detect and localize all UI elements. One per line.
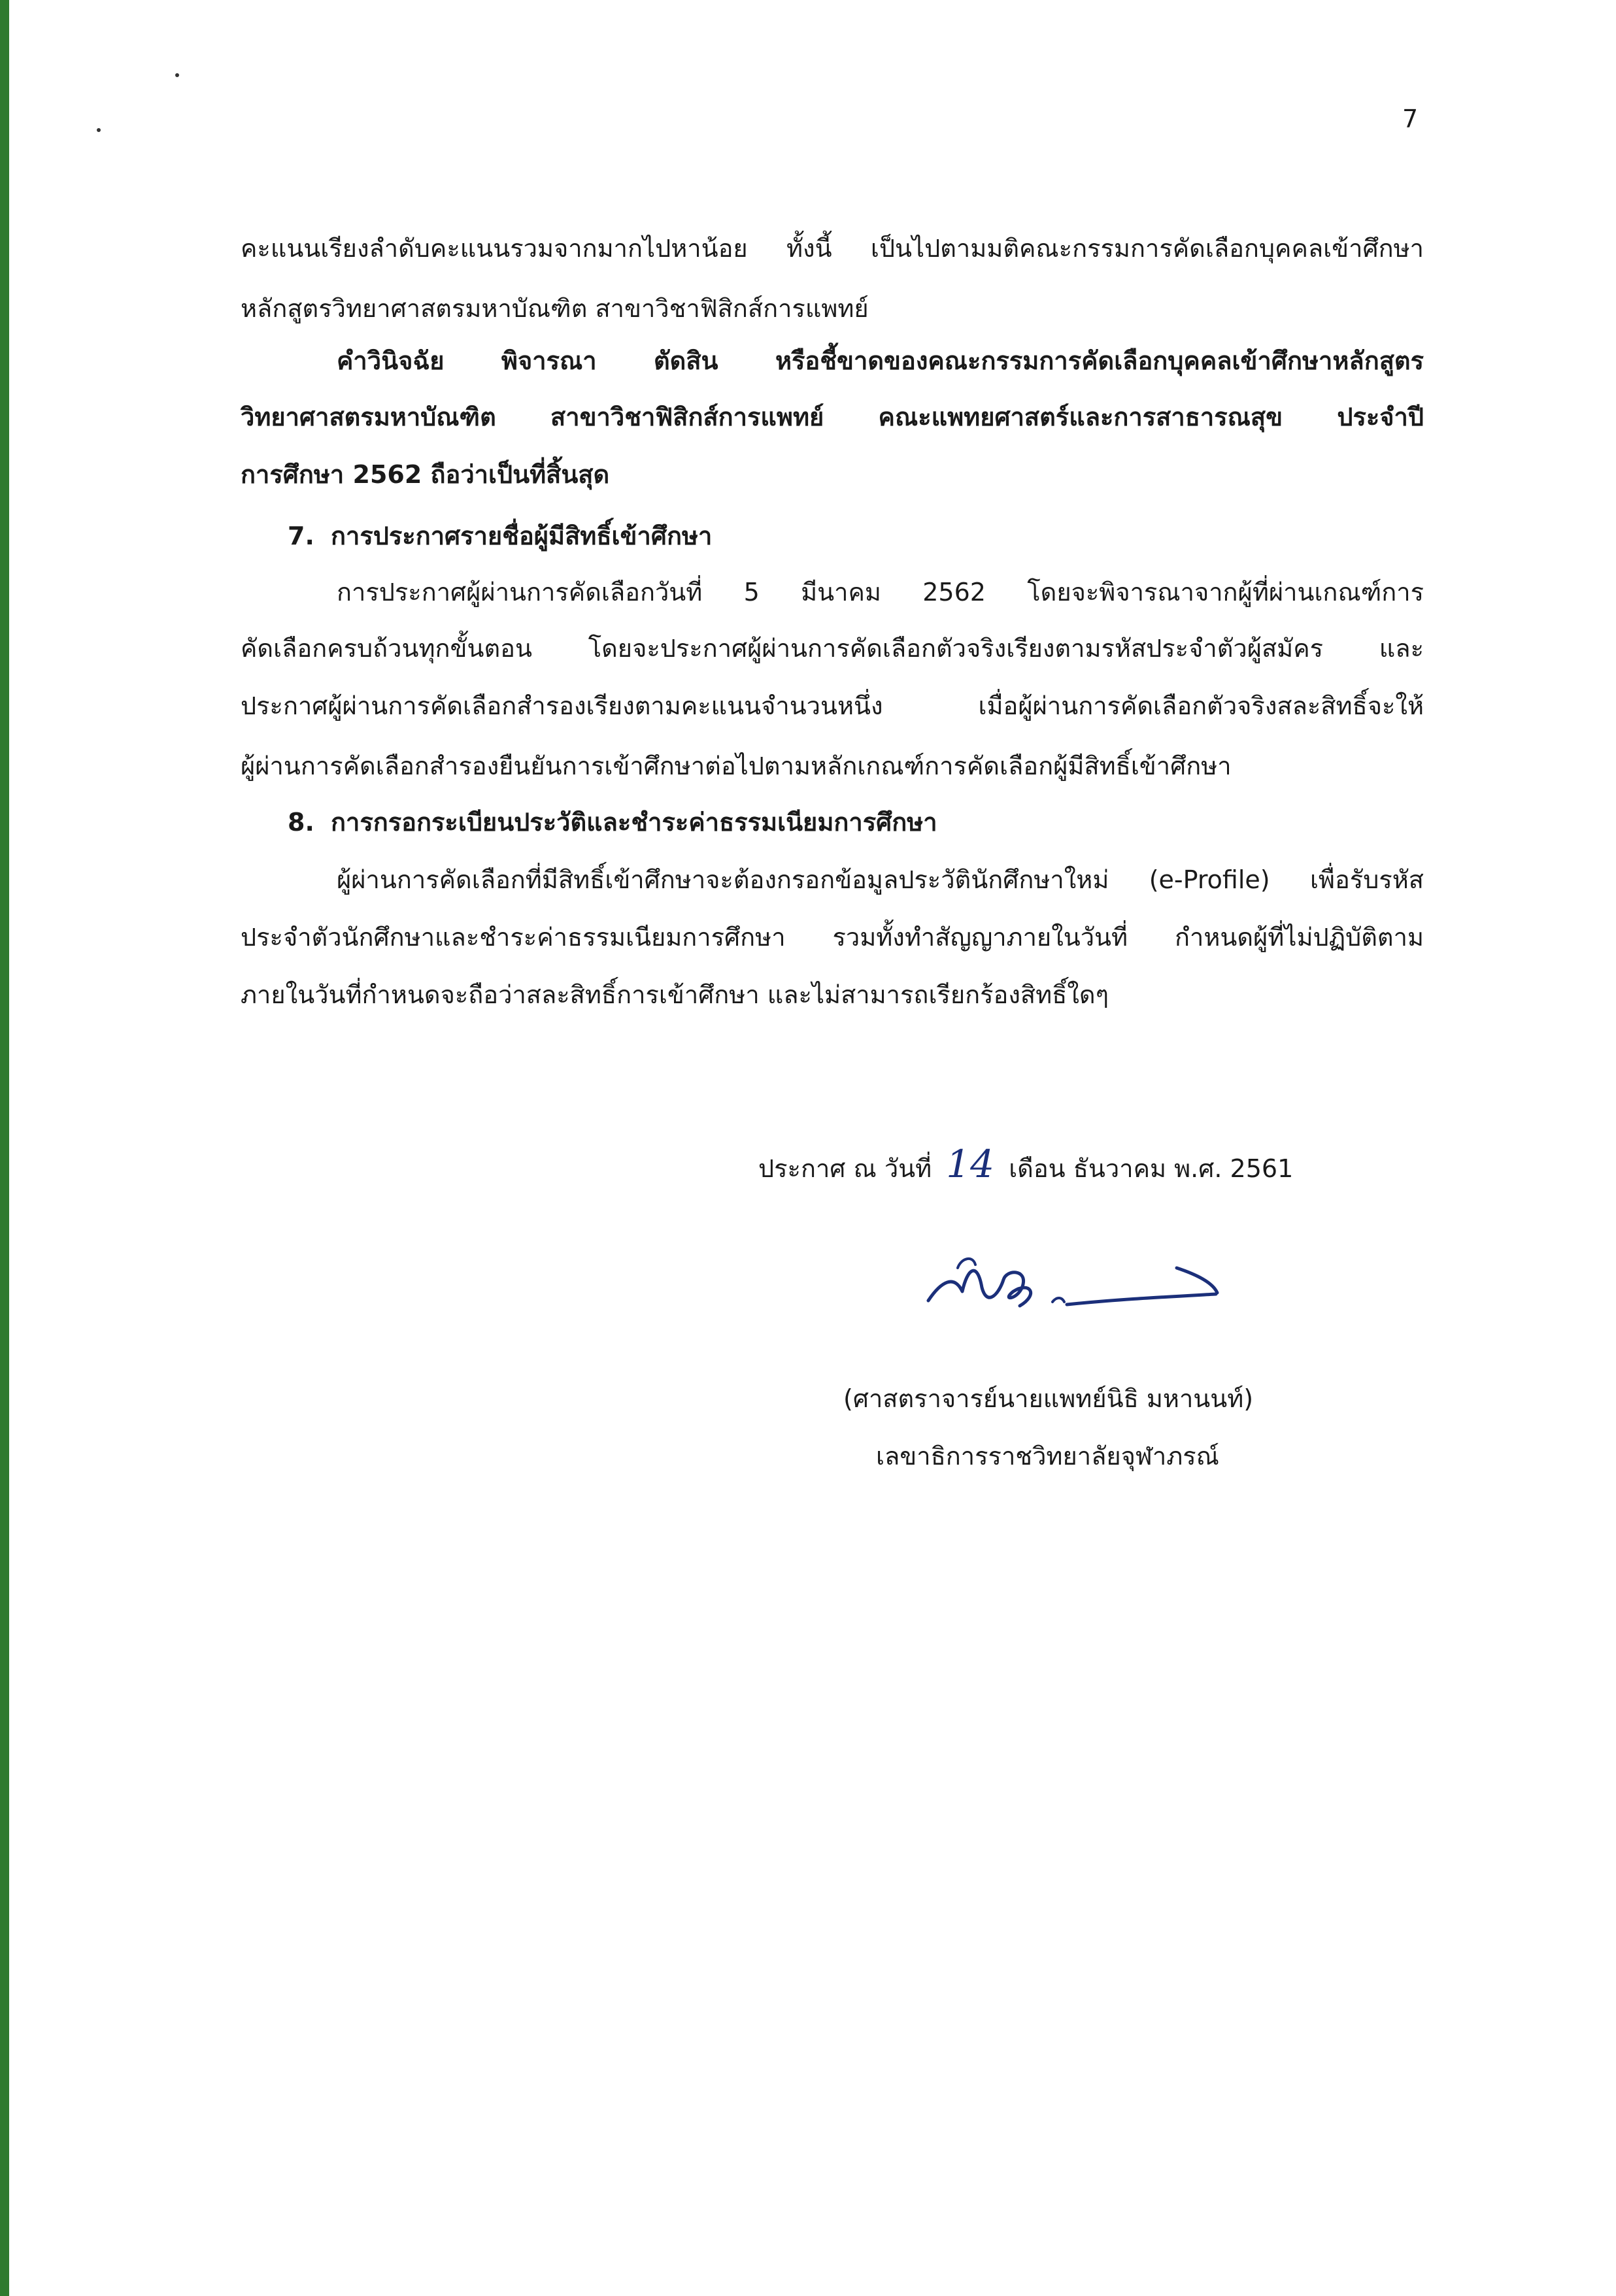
paragraph-line: ผู้ผ่านการคัดเลือกสำรองยืนยันการเข้าศึกษาต่อไปตามหลักเกณฑ์การคัดเลือกผู้มีสิทธิ์เข้าศึกษา <box>241 752 1232 780</box>
section-title: การกรอกระเบียนประวัติและชำระค่าธรรมเนียมการศึกษา <box>331 808 937 837</box>
section-8-heading <box>288 799 937 846</box>
scan-speck <box>97 128 101 132</box>
date-prefix: ประกาศ ณ วันที่ <box>758 1154 932 1183</box>
bold-paragraph-line: การศึกษา 2562 ถือว่าเป็นที่สิ้นสุด <box>241 460 610 489</box>
signatory-title: เลขาธิการราชวิทยาลัยจุฬาภรณ์ <box>876 1442 1219 1471</box>
section-number: 7. <box>288 522 314 550</box>
paragraph-line: ประจำตัวนักศึกษาและชำระค่าธรรมเนียมการศึกษา รวมทั้งทำสัญญาภายในวันที่ กำหนดผู้ที่ไม่ปฏิบัติตาม <box>241 923 1424 952</box>
bold-paragraph-line: วิทยาศาสตรมหาบัณฑิต สาขาวิชาฟิสิกส์การแพทย์ คณะแพทยศาสตร์และการสาธารณสุข ประจำปี <box>241 403 1424 431</box>
page-number: 7 <box>1402 105 1419 133</box>
section-number: 8. <box>288 808 314 837</box>
paragraph-line: ผู้ผ่านการคัดเลือกที่มีสิทธิ์เข้าศึกษาจะต้องกรอกข้อมูลประวัตินักศึกษาใหม่ (e-Profile) เพื่อรับรหัส <box>337 865 1424 894</box>
announcement-date <box>758 1142 1294 1192</box>
scan-speck <box>175 73 179 77</box>
scan-edge-strip <box>0 0 9 2296</box>
bold-paragraph-line: คำวินิจฉัย พิจารณา ตัดสิน หรือชี้ขาดของคณะกรรมการคัดเลือกบุคคลเข้าศึกษาหลักสูตร <box>337 346 1424 375</box>
paragraph-line: หลักสูตรวิทยาศาสตรมหาบัณฑิต สาขาวิชาฟิสิกส์การแพทย์ <box>241 294 869 323</box>
section-title: การประกาศรายชื่อผู้มีสิทธิ์เข้าศึกษา <box>331 522 713 550</box>
paragraph-line: คะแนนเรียงลำดับคะแนนรวมจากมากไปหาน้อย ทั้งนี้ เป็นไปตามมติคณะกรรมการคัดเลือกบุคคลเข้าศึกษา <box>241 234 1424 263</box>
date-suffix: เดือน ธันวาคม พ.ศ. 2561 <box>1009 1154 1294 1183</box>
paragraph-line: ภายในวันที่กำหนดจะถือว่าสละสิทธิ์การเข้าศึกษา และไม่สามารถเรียกร้องสิทธิ์ใดๆ <box>241 980 1109 1009</box>
section-7-heading <box>288 512 712 559</box>
handwritten-day: 14 <box>946 1142 995 1186</box>
paragraph-line: คัดเลือกครบถ้วนทุกขั้นตอน โดยจะประกาศผู้ผ่านการคัดเลือกตัวจริงเรียงตามรหัสประจำตัวผู้สมัคร และ <box>241 634 1424 663</box>
signatory-name: (ศาสตราจารย์นายแพทย์นิธิ มหานนท์) <box>843 1384 1254 1413</box>
paragraph-line: การประกาศผู้ผ่านการคัดเลือกวันที่ 5 มีนาคม 2562 โดยจะพิจารณาจากผู้ที่ผ่านเกณฑ์การ <box>337 578 1424 607</box>
handwritten-signature <box>922 1229 1229 1333</box>
paragraph-line: ประกาศผู้ผ่านการคัดเลือกสำรองเรียงตามคะแนนจำนวนหนึ่ง เมื่อผู้ผ่านการคัดเลือกตัวจริงสละสิทธิ์จะให้ <box>241 691 1424 720</box>
